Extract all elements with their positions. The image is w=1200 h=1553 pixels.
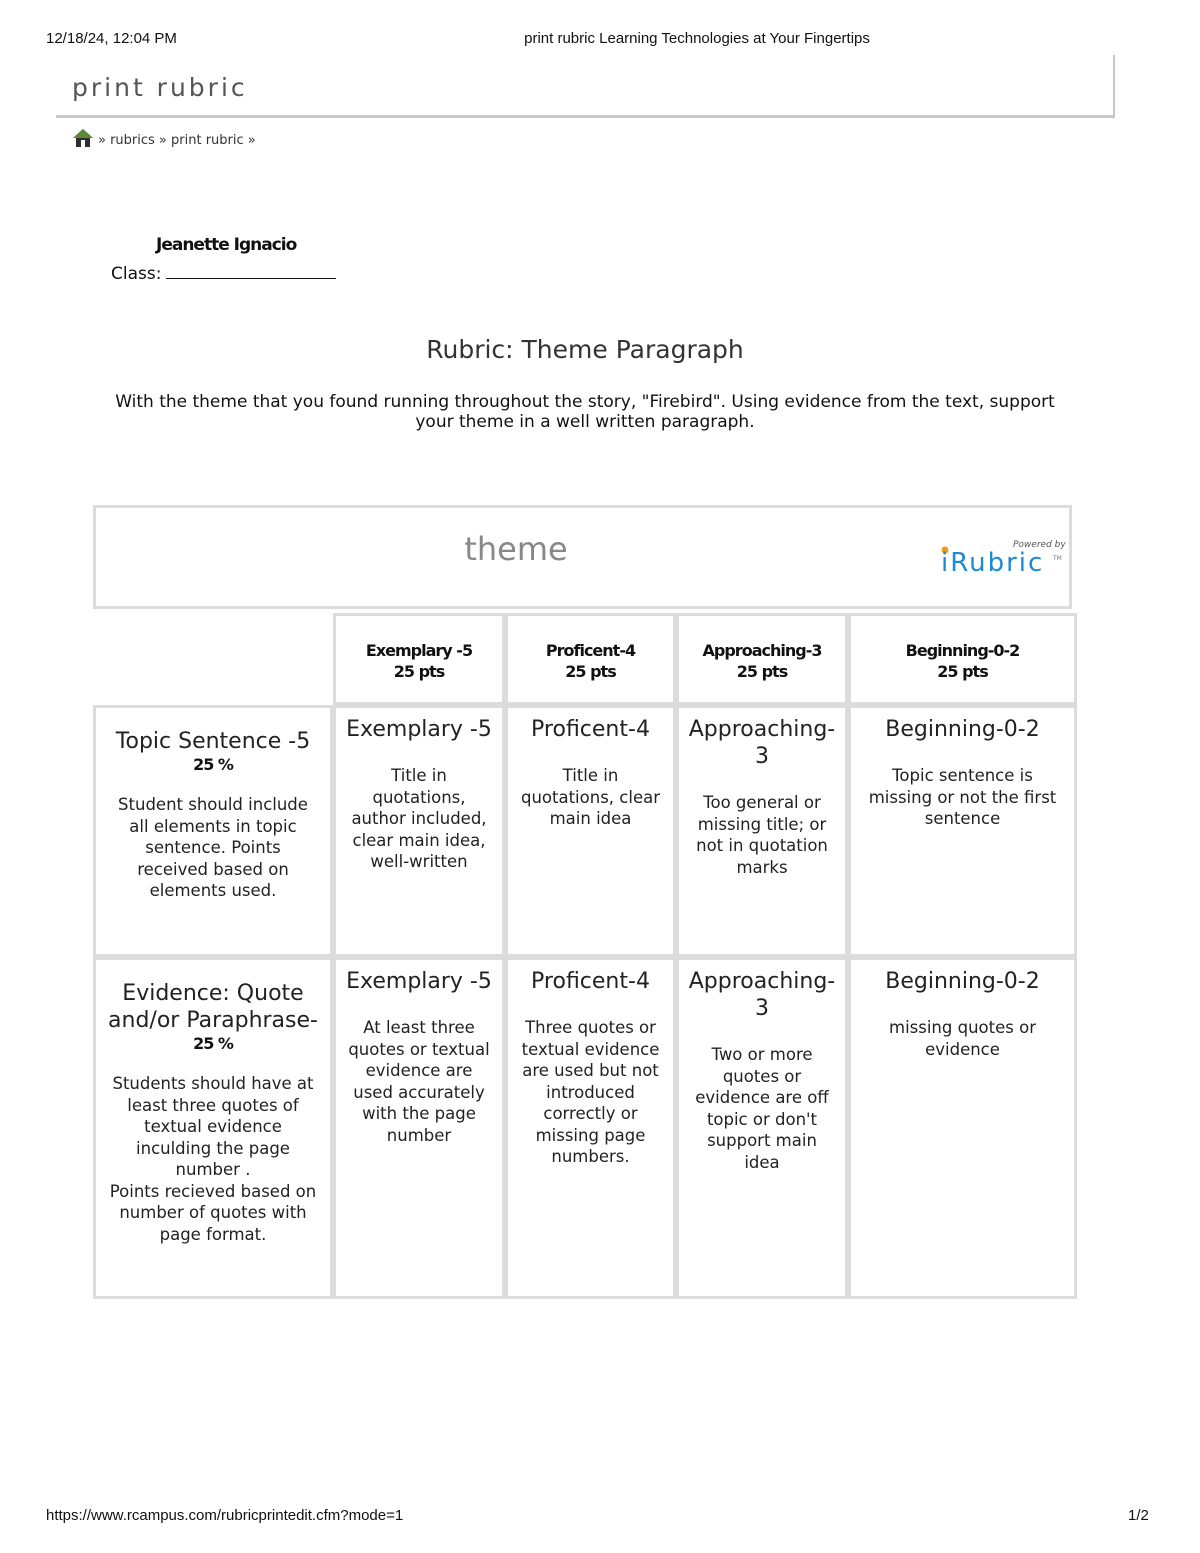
class-blank-line: [166, 262, 336, 279]
cell-level-title: Approaching-3: [688, 717, 836, 769]
rubric-cell[interactable]: [676, 705, 848, 957]
cell-description: Too general or missing title; or not in quotation marks: [696, 793, 828, 877]
class-label: Class:: [111, 264, 162, 284]
print-datetime: 12/18/24, 12:04 PM: [46, 30, 177, 47]
cell-description: At least three quotes or textual evidence are used accurately with the page number: [348, 1018, 490, 1145]
page-title: print rubric: [72, 73, 248, 102]
rubric-description: With the theme that you found running throughout the story, "Firebird". Using evidence from the text, support your theme in a well written paragraph.: [115, 392, 1055, 432]
rubric-table-title: theme: [464, 530, 568, 568]
cell-description: missing quotes or evidence: [889, 1018, 1036, 1059]
logo-brand: iRubric: [941, 548, 1045, 576]
logo-powered-by: Powered by: [1013, 540, 1066, 550]
criterion-description: Student should include all elements in topic sentence. Points received based on elements used.: [118, 795, 308, 900]
level-points: 25 pts: [937, 662, 988, 681]
level-header: [505, 613, 676, 705]
print-page-title: print rubric Learning Technologies at Your Fingertips: [524, 30, 870, 47]
criterion-cell: [93, 957, 333, 1299]
home-icon[interactable]: [72, 128, 94, 148]
criterion-cell: [93, 705, 333, 957]
rubric-cell[interactable]: [676, 957, 848, 1299]
level-points: 25 pts: [736, 662, 788, 681]
cell-description: Title in quotations, author included, clear main idea, well-written: [351, 766, 487, 871]
level-name: Exemplary -5: [365, 641, 473, 660]
student-name: Jeanette Ignacio: [156, 235, 297, 255]
criterion-title: Evidence: Quote and/or Paraphrase-: [108, 981, 318, 1033]
cell-description: Three quotes or textual evidence are used but not introduced correctly or missing page numbers.: [521, 1018, 660, 1166]
cell-level-title: Proficent-4: [531, 717, 650, 742]
cell-level-title: Proficent-4: [531, 969, 650, 994]
rubric-cell[interactable]: [333, 957, 505, 1299]
rubric-cell[interactable]: [333, 705, 505, 957]
rubric-cell[interactable]: [848, 705, 1077, 957]
irubric-logo: [941, 536, 1151, 581]
cell-level-title: Beginning-0-2: [885, 969, 1040, 994]
criterion-weight: 25 %: [193, 1034, 233, 1053]
cell-level-title: Beginning-0-2: [885, 717, 1040, 742]
level-name: Beginning-0-2: [905, 641, 1020, 660]
level-points: 25 pts: [393, 662, 445, 681]
criterion-weight: 25 %: [193, 755, 233, 774]
rubric-cell[interactable]: [848, 957, 1077, 1299]
cell-description: Topic sentence is missing or not the first sentence: [868, 766, 1057, 828]
level-header: [848, 613, 1077, 705]
level-name: Proficent-4: [545, 641, 636, 660]
rubric-cell[interactable]: [505, 705, 676, 957]
rubric-table-header: [93, 505, 1072, 609]
print-url: https://www.rcampus.com/rubricprintedit.cfm?mode=1: [46, 1507, 404, 1524]
level-points: 25 pts: [565, 662, 616, 681]
cell-description: Title in quotations, clear main idea: [520, 766, 660, 828]
cell-description: Two or more quotes or evidence are off topic or don't support main idea: [695, 1045, 829, 1172]
level-header: [333, 613, 505, 705]
rubric-cell[interactable]: [505, 957, 676, 1299]
print-page-number: 1/2: [1128, 1507, 1149, 1524]
cell-level-title: Exemplary -5: [346, 717, 492, 742]
cell-level-title: Exemplary -5: [346, 969, 492, 994]
class-field: [111, 262, 336, 284]
breadcrumb: [72, 128, 256, 148]
cell-level-title: Approaching-3: [688, 969, 836, 1021]
level-name: Approaching-3: [702, 641, 822, 660]
criterion-title: Topic Sentence -5: [115, 729, 311, 754]
rubric-title: Rubric: Theme Paragraph: [426, 335, 744, 364]
page-header: [56, 55, 1115, 118]
criterion-description: Students should have at least three quotes of textual evidence inculding the page number . Points recieved based on number of quotes with page format.: [109, 1074, 317, 1244]
logo-tm: TM: [1053, 555, 1062, 562]
level-header: [676, 613, 848, 705]
breadcrumb-trail[interactable]: » rubrics » print rubric »: [98, 133, 256, 148]
